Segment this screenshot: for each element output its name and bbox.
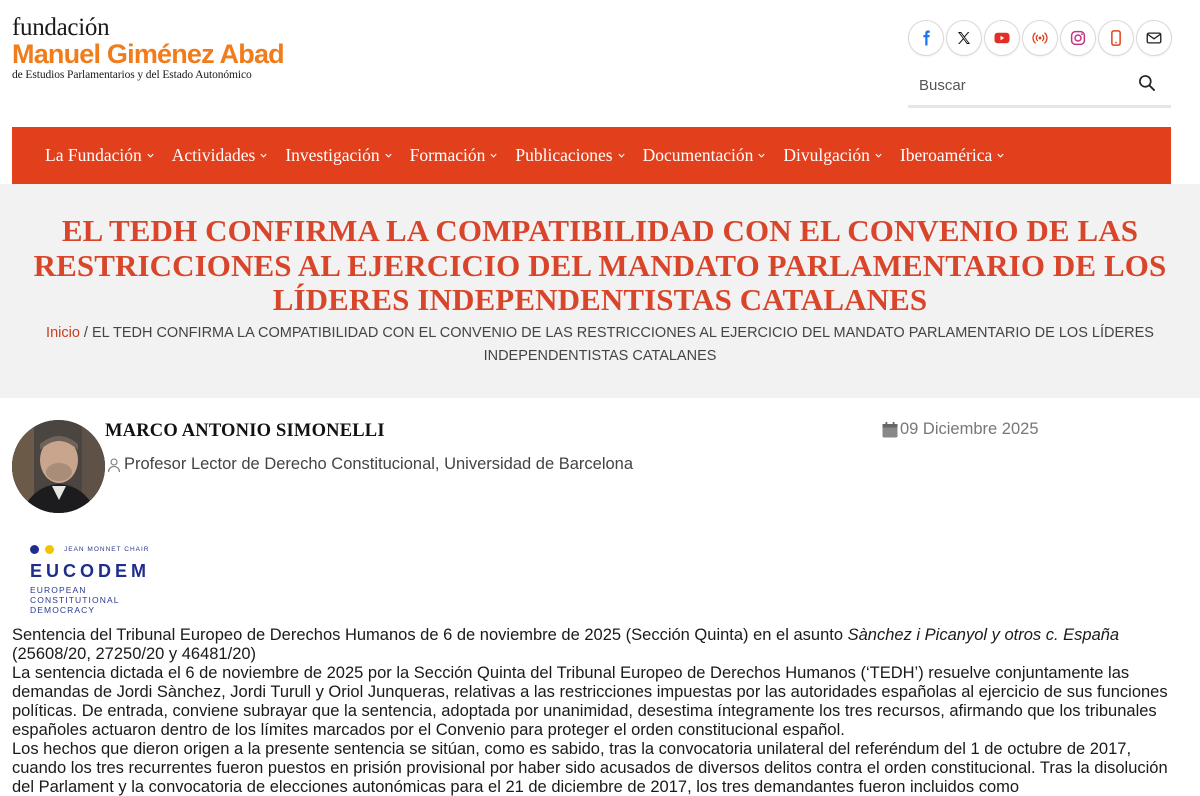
page-header	[0, 184, 1200, 398]
nav-item-label: Formación	[409, 145, 486, 165]
nav-item-investigacion[interactable]	[285, 145, 392, 166]
nav-item-label: Publicaciones	[515, 145, 613, 165]
social-links	[908, 20, 1172, 56]
author-avatar	[12, 420, 105, 513]
eucodem-chair-text: JEAN MONNET CHAIR	[64, 546, 150, 553]
article-body	[12, 626, 1172, 796]
eucodem-dot	[30, 545, 39, 554]
nav-item-label: Divulgación	[783, 145, 870, 165]
author-role-text: Profesor Lector de Derecho Constitucional, Universidad de Barcelona	[124, 455, 634, 473]
nav-item-label: Iberoamérica	[899, 145, 993, 165]
breadcrumb	[40, 322, 1160, 368]
podcast-icon	[1031, 29, 1049, 47]
article-reference	[12, 626, 1172, 664]
breadcrumb-separator: /	[79, 325, 92, 341]
calendar-icon	[881, 421, 899, 439]
chevron-down-icon	[384, 151, 393, 160]
author-role	[106, 455, 633, 474]
main-nav	[12, 127, 1171, 184]
search-box	[908, 66, 1171, 108]
nav-item-label: Documentación	[642, 145, 754, 165]
chevron-down-icon	[617, 151, 626, 160]
site-logo[interactable]	[12, 16, 312, 82]
mobile-app-link[interactable]	[1098, 20, 1134, 56]
article-reference-text: Sentencia del Tribunal Europeo de Derechos Humanos de 6 de noviembre de 2025 (Sección Quinta) en el asunto	[12, 626, 848, 644]
article-paragraph: La sentencia dictada el 6 de noviembre de 2025 por la Sección Quinta del Tribunal Europeo de Derechos Humanos (‘TEDH’) resuelve conjuntamente las demandas de Jordi Sànchez, Jordi Turull y Oriol Junqueras, relativas a las restricciones impuestas por las autoridades españolas al ejercicio de sus funciones políticas. De entrada, conviene subrayar que la sentencia, adoptada por unanimidad, desestima íntegramente los tres recursos, afirmando que los tribunales españoles actuaron dentro de los límites marcados por el Convenio para proteger el orden constitucional español.	[12, 664, 1168, 739]
search-input[interactable]	[908, 66, 1128, 104]
post-date-text: 09 Diciembre 2025	[900, 420, 1039, 438]
logo-name-text: Manuel Giménez Abad	[12, 39, 284, 69]
email-link[interactable]	[1136, 20, 1172, 56]
article-paragraph: Los hechos que dieron origen a la presente sentencia se sitúan, como es sabido, tras la convocatoria unilateral del referéndum del 1 de octubre de 2017, cuando los tres recurrentes fueron puestos en prisión provisional por haber sido acusados de diversos delitos contra el orden constitucional. Tras la disolución del Parlament y la convocatoria de elecciones autonómicas para el 21 de diciembre de 2017, los tres demandantes fueron incluidos como	[12, 740, 1168, 796]
nav-item-label: La Fundación	[45, 145, 142, 165]
nav-item-divulgacion[interactable]	[783, 145, 883, 166]
chevron-down-icon	[874, 151, 883, 160]
search-icon[interactable]	[1137, 73, 1157, 93]
instagram-link[interactable]	[1060, 20, 1096, 56]
nav-item-iberoamerica[interactable]	[900, 145, 1005, 166]
youtube-icon	[993, 29, 1011, 47]
author-name[interactable]: MARCO ANTONIO SIMONELLI	[105, 421, 385, 441]
logo-fundacion-text: fundación	[12, 14, 110, 41]
chevron-down-icon	[996, 151, 1005, 160]
article-case-name: Sànchez i Picanyol y otros c. España	[847, 626, 1120, 644]
user-icon	[106, 457, 122, 473]
author-photo	[12, 420, 105, 513]
chevron-down-icon	[757, 151, 766, 160]
page-title: EL TEDH CONFIRMA LA COMPATIBILIDAD CON EL CONVENIO DE LAS RESTRICCIONES AL EJERCICIO DEL MANDATO PARLAMENTARIO DE LOS LÍDERES INDEPENDENTISTAS CATALANES	[33, 213, 1167, 317]
mail-icon	[1145, 29, 1163, 47]
nav-item-formacion[interactable]	[410, 145, 499, 166]
eucodem-subtitle: EUROPEAN CONSTITUTIONAL DEMOCRACY	[30, 585, 120, 615]
breadcrumb-home-link[interactable]: Inicio	[46, 325, 80, 341]
eucodem-dots	[30, 545, 54, 554]
x-link[interactable]	[946, 20, 982, 56]
eucodem-name: EUCODEM	[30, 561, 151, 581]
youtube-link[interactable]	[984, 20, 1020, 56]
nav-item-label: Actividades	[171, 145, 256, 165]
facebook-link[interactable]	[908, 20, 944, 56]
nav-item-documentacion[interactable]	[643, 145, 767, 166]
instagram-icon	[1069, 29, 1087, 47]
article-case-numbers: (25608/20, 27250/20 y 46481/20)	[12, 645, 257, 663]
post-date	[881, 420, 1039, 439]
podcast-link[interactable]	[1022, 20, 1058, 56]
eucodem-logo	[30, 544, 180, 619]
mobile-icon	[1107, 29, 1125, 47]
chevron-down-icon	[489, 151, 498, 160]
logo-subtitle-text: de Estudios Parlamentarios y del Estado Autonómico	[12, 69, 252, 81]
chevron-down-icon	[146, 151, 155, 160]
x-icon	[955, 29, 973, 47]
nav-item-actividades[interactable]	[172, 145, 269, 166]
nav-item-la-fundacion[interactable]	[45, 145, 155, 166]
nav-item-label: Investigación	[285, 145, 380, 165]
chevron-down-icon	[259, 151, 268, 160]
eucodem-dot	[45, 545, 54, 554]
facebook-icon	[917, 29, 935, 47]
breadcrumb-current: EL TEDH CONFIRMA LA COMPATIBILIDAD CON EL CONVENIO DE LAS RESTRICCIONES AL EJERCICIO DEL MANDATO PARLAMENTARIO DE LOS LÍDERES INDEPENDENTISTAS CATALANES	[92, 325, 1154, 364]
nav-item-publicaciones[interactable]	[515, 145, 625, 166]
